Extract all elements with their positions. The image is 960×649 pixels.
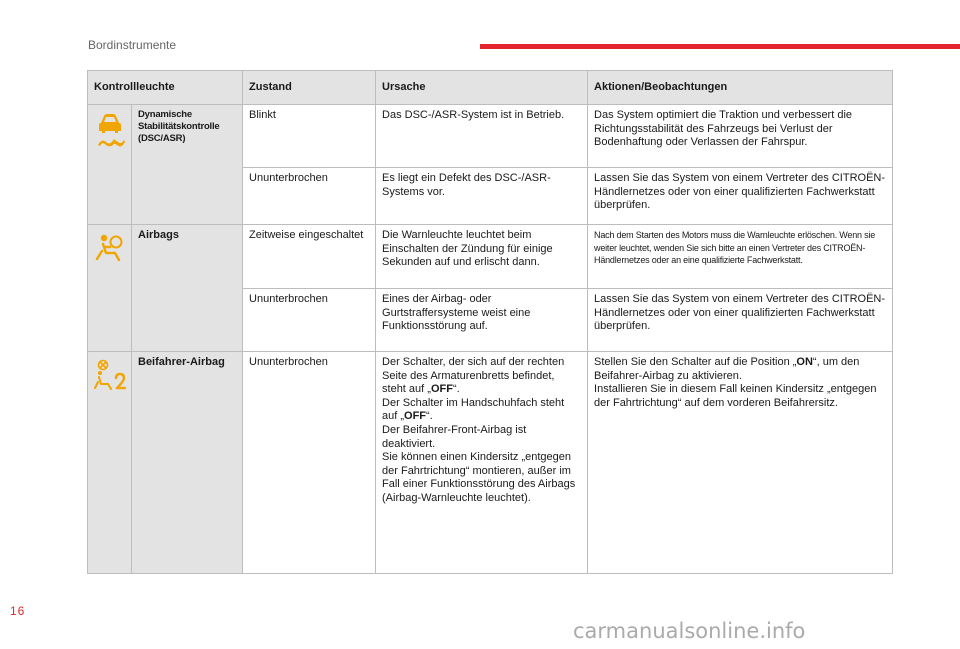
table-row	[88, 352, 893, 574]
section-accent-bar	[480, 44, 960, 49]
airbag-state-temporary: Zeitweise eingeschaltet	[243, 225, 376, 289]
column-header-state: Zustand	[243, 71, 376, 105]
watermark: carmanualsonline.info	[573, 619, 806, 643]
off-label-1: OFF	[430, 383, 453, 396]
column-header-action: Aktionen/Beobachtungen	[588, 71, 893, 105]
table-row	[88, 225, 893, 289]
page-number: 16	[10, 604, 26, 618]
dsc-state-flashing: Blinkt	[243, 105, 376, 168]
airbag-name-cell	[132, 225, 243, 352]
passenger-cause-part-1: Der Schalter, der sich auf der rechten Seite des Armaturenbretts befindet, steht auf „	[382, 356, 565, 396]
passenger-action-part-2: “, um den Beifahrer-Airbag zu aktivieren. Installieren Sie in diesem Fall keinen Kindersitz „entgegen der Fahrtrichtung“ auf dem vorderen Beifahrersitz.	[594, 356, 877, 409]
dsc-action-flashing: Das System optimiert die Traktion und verbessert die Richtungsstabilität des Fahrzeugs bei Verlust der Bodenhaftung oder Verlassen der Fahrspur.	[588, 105, 893, 168]
passenger-action	[588, 352, 893, 574]
airbag-name: Airbags	[138, 229, 179, 241]
airbag-icon-cell	[88, 225, 132, 352]
passenger-cause	[376, 352, 588, 574]
off-label-2: OFF	[404, 410, 427, 423]
table-header-row	[88, 71, 893, 105]
passenger-name-cell	[132, 352, 243, 574]
warning-lights-table	[87, 70, 893, 574]
dsc-skid-icon	[93, 111, 127, 149]
dsc-cause-flashing: Das DSC-/ASR-System ist in Betrieb.	[376, 105, 588, 168]
passenger-cause-part-2: “. Der Schalter im Handschuhfach steht auf „	[382, 383, 565, 423]
passenger-icon-cell	[88, 352, 132, 574]
dsc-name-cell	[132, 105, 243, 225]
dsc-state-continuous: Ununterbrochen	[243, 168, 376, 225]
airbag-action-temporary	[588, 225, 893, 289]
dsc-name: Dynamische Stabilitätskontrolle (DSC/ASR)	[138, 109, 220, 144]
dsc-cause-continuous: Es liegt ein Defekt des DSC-/ASR-Systems vor.	[376, 168, 588, 225]
passenger-action-part-1: Stellen Sie den Schalter auf die Position „	[594, 356, 797, 368]
airbag-action-continuous: Lassen Sie das System von einem Vertreter des CITROËN-Händlernetzes oder von einer qualifizierten Fachwerkstatt überprüfen.	[588, 289, 893, 352]
column-header-cause: Ursache	[376, 71, 588, 105]
airbag-cause-continuous: Eines der Airbag- oder Gurtstraffersysteme weist eine Funktionsstörung auf.	[376, 289, 588, 352]
airbag-action-temporary-text: Nach dem Starten des Motors muss die Warnleuchte erlöschen. Wenn sie weiter leuchtet, wenden Sie sich bitte an einen Vertreter des CITROËN-Händlernetzes oder an eine qualifizierte Fachwerkstatt.	[594, 230, 876, 265]
on-label: ON	[796, 356, 813, 368]
passenger-airbag-name: Beifahrer-Airbag	[138, 356, 225, 368]
section-title: Bordinstrumente	[88, 38, 177, 52]
column-header-light: Kontrollleuchte	[88, 71, 243, 105]
dsc-action-continuous: Lassen Sie das System von einem Vertreter des CITROËN-Händlernetzes oder von einer qualifizierten Fachwerkstatt überprüfen.	[588, 168, 893, 225]
airbag-icon	[94, 231, 126, 265]
airbag-state-continuous: Ununterbrochen	[243, 289, 376, 352]
passenger-state: Ununterbrochen	[243, 352, 376, 574]
table-row	[88, 105, 893, 168]
passenger-airbag-off-icon	[91, 358, 129, 392]
passenger-cause-part-3: “. Der Beifahrer-Front-Airbag ist deaktiviert. Sie können einen Kindersitz „entgegen der Fahrtrichtung“ montieren, außer im Fall einer Funktionsstörung des Airbags (Airbag-Warnleuchte leuchtet).	[382, 410, 576, 504]
airbag-cause-temporary: Die Warnleuchte leuchtet beim Einschalten der Zündung für einige Sekunden auf und erlischt dann.	[376, 225, 588, 289]
dsc-icon-cell	[88, 105, 132, 225]
